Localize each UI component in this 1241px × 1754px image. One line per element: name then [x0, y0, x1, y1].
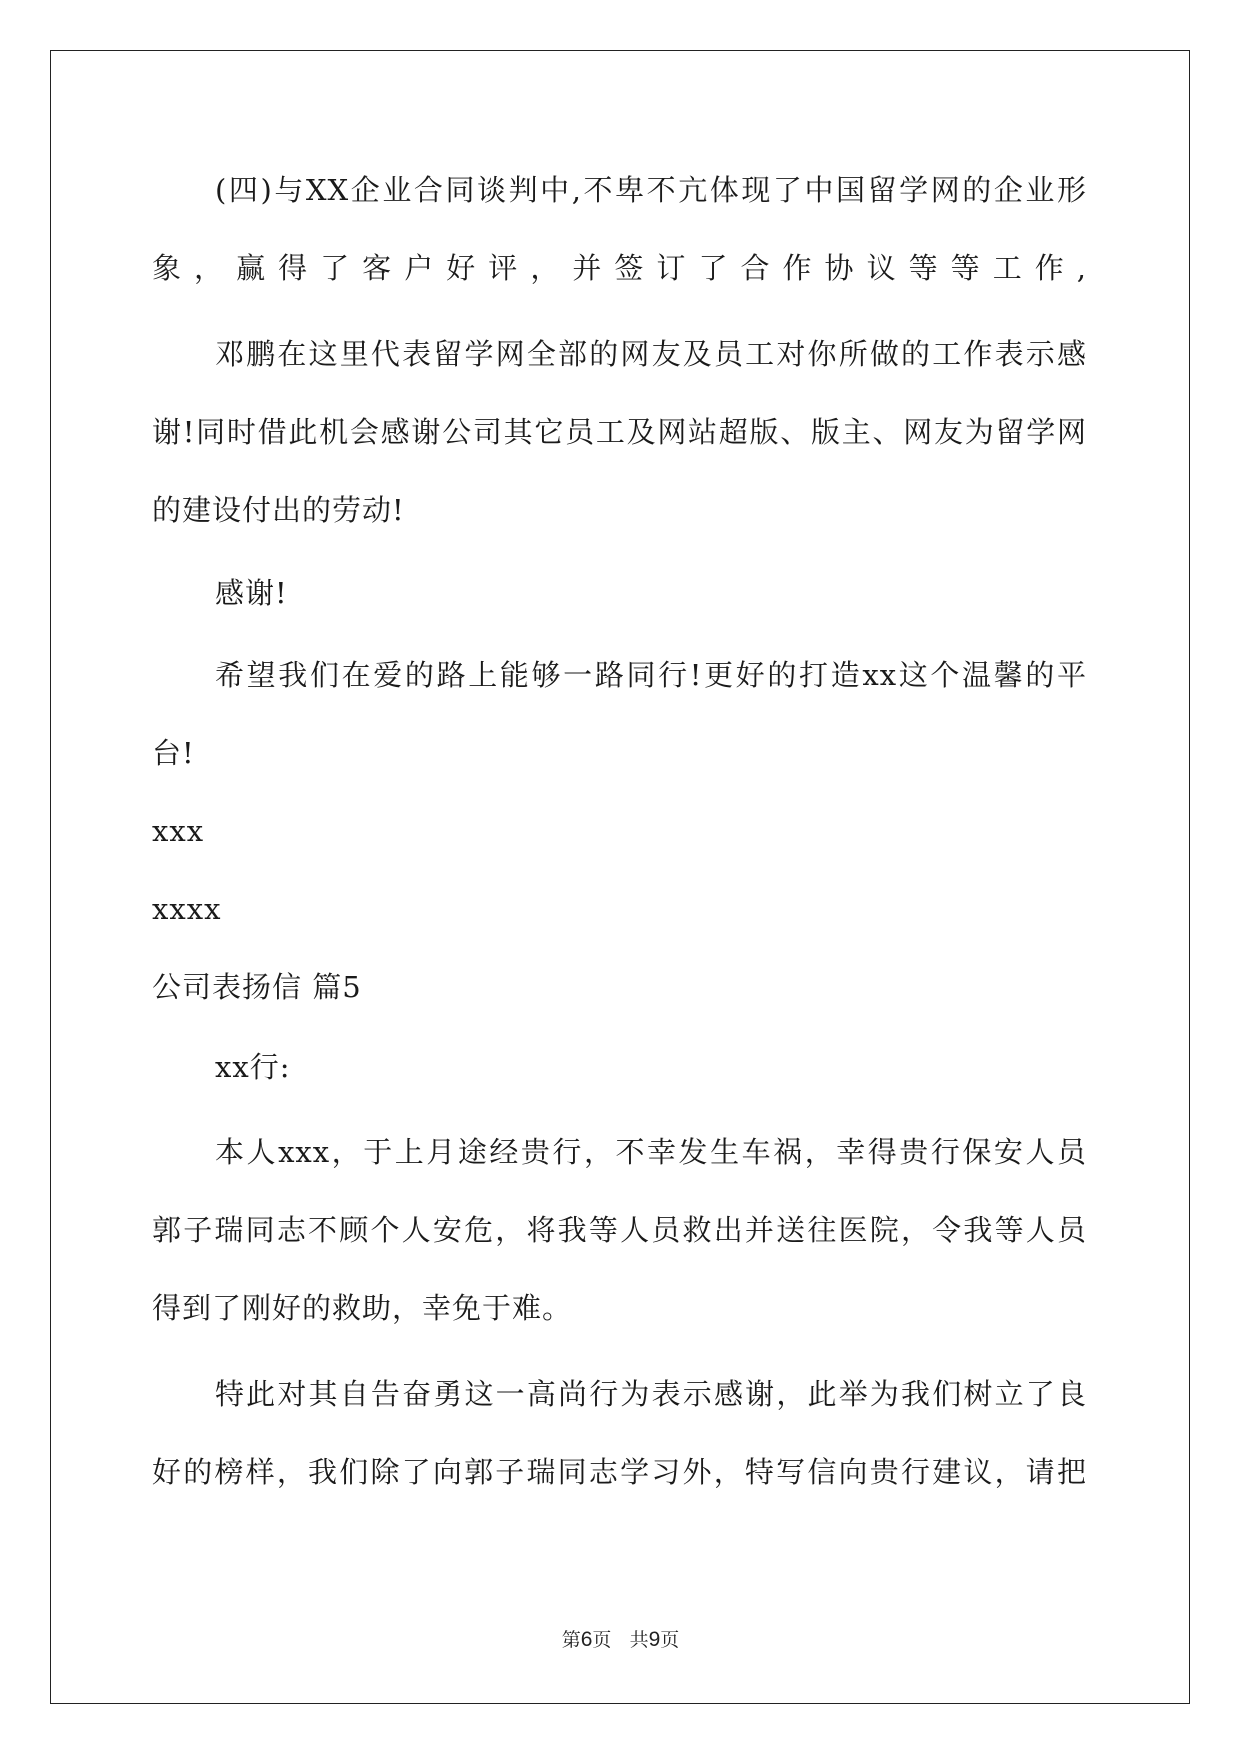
paragraph-line: 特此对其自告奋勇这一高尚行为表示感谢，此举为我们树立了良 — [215, 1377, 1087, 1411]
footer-page-total: 9 — [648, 1628, 661, 1651]
footer-page-prefix: 第 — [561, 1629, 581, 1651]
signature-date: xxxx — [152, 892, 222, 926]
footer-page-current: 6 — [580, 1628, 593, 1651]
paragraph-line: 希望我们在爱的路上能够一路同行!更好的打造xx这个温馨的平 — [215, 658, 1087, 692]
signature-name: xxx — [152, 814, 205, 848]
paragraph-line: (四)与XX企业合同谈判中,不卑不亢体现了中国留学网的企业形 — [215, 173, 1087, 207]
footer-total-prefix: 共 — [629, 1629, 649, 1651]
paragraph-line: 本人xxx，于上月途经贵行，不幸发生车祸，幸得贵行保安人员 — [215, 1135, 1087, 1169]
paragraph-line: 谢!同时借此机会感谢公司其它员工及网站超版、版主、网友为留学网 — [152, 415, 1087, 449]
paragraph-line: 得到了刚好的救助，幸免于难。 — [152, 1291, 573, 1325]
paragraph-line: 郭子瑞同志不顾个人安危，将我等人员救出并送往医院，令我等人员 — [152, 1213, 1087, 1247]
salutation: xx行: — [215, 1050, 291, 1084]
paragraph-line: 好的榜样，我们除了向郭子瑞同志学习外，特写信向贵行建议，请把 — [152, 1455, 1087, 1489]
footer-total-suffix: 页 — [660, 1629, 680, 1651]
paragraph-line: 象，赢得了客户好评，并签订了合作协议等等工作, — [152, 251, 1087, 285]
paragraph-line: 邓鹏在这里代表留学网全部的网友及员工对你所做的工作表示感 — [215, 337, 1087, 371]
section-title: 公司表扬信 篇5 — [152, 970, 362, 1004]
paragraph-line: 台! — [152, 736, 195, 770]
paragraph-line: 感谢! — [215, 576, 288, 610]
page-footer — [0, 1628, 1241, 1652]
footer-page-suffix: 页 — [592, 1629, 612, 1651]
paragraph-line: 的建设付出的劳动! — [152, 493, 405, 527]
